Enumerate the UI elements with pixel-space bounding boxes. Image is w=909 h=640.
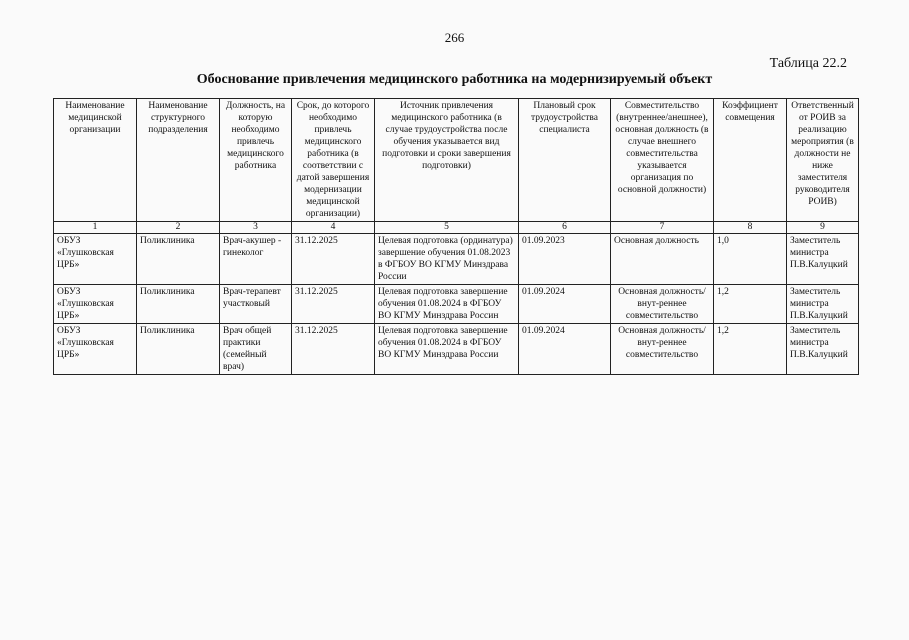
column-number: 6 [519,222,611,234]
cell-source: Целевая подготовка завершение обучения 01.08.2024 в ФГБОУ ВО КГМУ Минздрава Россин [375,285,519,324]
cell-coefficient: 1,2 [714,324,787,375]
cell-coefficient: 1,2 [714,285,787,324]
cell-source: Целевая подготовка завершение обучения 01.08.2024 в ФГБОУ ВО КГМУ Минздрава России [375,324,519,375]
cell-planned-date: 01.09.2023 [519,234,611,285]
cell-combination: Основная должность/внут-реннее совместительство [611,285,714,324]
cell-planned-date: 01.09.2024 [519,285,611,324]
column-header-org: Наименование медицинской организации [54,99,137,222]
cell-deadline: 31.12.2025 [292,285,375,324]
column-number: 2 [137,222,220,234]
table-row [54,285,859,324]
cell-position: Врач-акушер - гинеколог [220,234,292,285]
cell-responsible: Заместитель министра П.В.Калуцкий [787,285,859,324]
cell-planned-date: 01.09.2024 [519,324,611,375]
cell-org: ОБУЗ «Глушковская ЦРБ» [54,324,137,375]
column-number-row [54,222,859,234]
cell-combination: Основная должность [611,234,714,285]
table-row [54,324,859,375]
column-number: 3 [220,222,292,234]
table-row [54,234,859,285]
cell-responsible: Заместитель министра П.В.Калуцкий [787,234,859,285]
column-header-responsible: Ответственный от РОИВ за реализацию мероприятия (в должности не ниже заместителя руководителя РОИВ) [787,99,859,222]
cell-deadline: 31.12.2025 [292,324,375,375]
cell-position: Врач общей практики (семейный врач) [220,324,292,375]
column-number: 7 [611,222,714,234]
column-number: 4 [292,222,375,234]
cell-unit: Поликлиника [137,234,220,285]
column-header-unit: Наименование структурного подразделения [137,99,220,222]
cell-org: ОБУЗ «Глушковская ЦРБ» [54,234,137,285]
cell-unit: Поликлиника [137,324,220,375]
column-header-position: Должность, на которую необходимо привлечь медицинского работника [220,99,292,222]
cell-source: Целевая подготовка (ординатура) завершение обучения 01.08.2023 в ФГБОУ ВО КГМУ Минздрава России [375,234,519,285]
cell-responsible: Заместитель министра П.В.Калуцкий [787,324,859,375]
column-header-combination: Совместительство (внутреннее/анешнее), основная должность (в случае внешнего совместительства указывается организация по основной должности) [611,99,714,222]
page-number: 266 [444,30,465,45]
column-number: 9 [787,222,859,234]
column-header-source: Источник привлечения медицинского работника (в случае трудоустройства после обучения указывается вид подготовки и сроки завершения подготовки) [375,99,519,222]
column-header-planned-date: Плановый срок трудоустройства специалиста [519,99,611,222]
column-number: 8 [714,222,787,234]
column-number: 5 [375,222,519,234]
cell-deadline: 31.12.2025 [292,234,375,285]
cell-org: ОБУЗ «Глушковская ЦРБ» [54,285,137,324]
cell-combination: Основная должность/внут-реннее совместительство [611,324,714,375]
column-number: 1 [54,222,137,234]
column-header-coefficient: Коэффициент совмещения [714,99,787,222]
column-header-deadline: Срок, до которого необходимо привлечь медицинского работника (в соответствии с датой завершения модернизации медицинской организации) [292,99,375,222]
cell-unit: Поликлиника [137,285,220,324]
document-title: Обоснование привлечения медицинского работника на модернизируемый объект [196,72,713,87]
staffing-table [53,98,859,375]
header-row [54,99,859,222]
table-label: Таблица 22.2 [769,56,847,71]
cell-position: Врач-терапевт участковый [220,285,292,324]
cell-coefficient: 1,0 [714,234,787,285]
